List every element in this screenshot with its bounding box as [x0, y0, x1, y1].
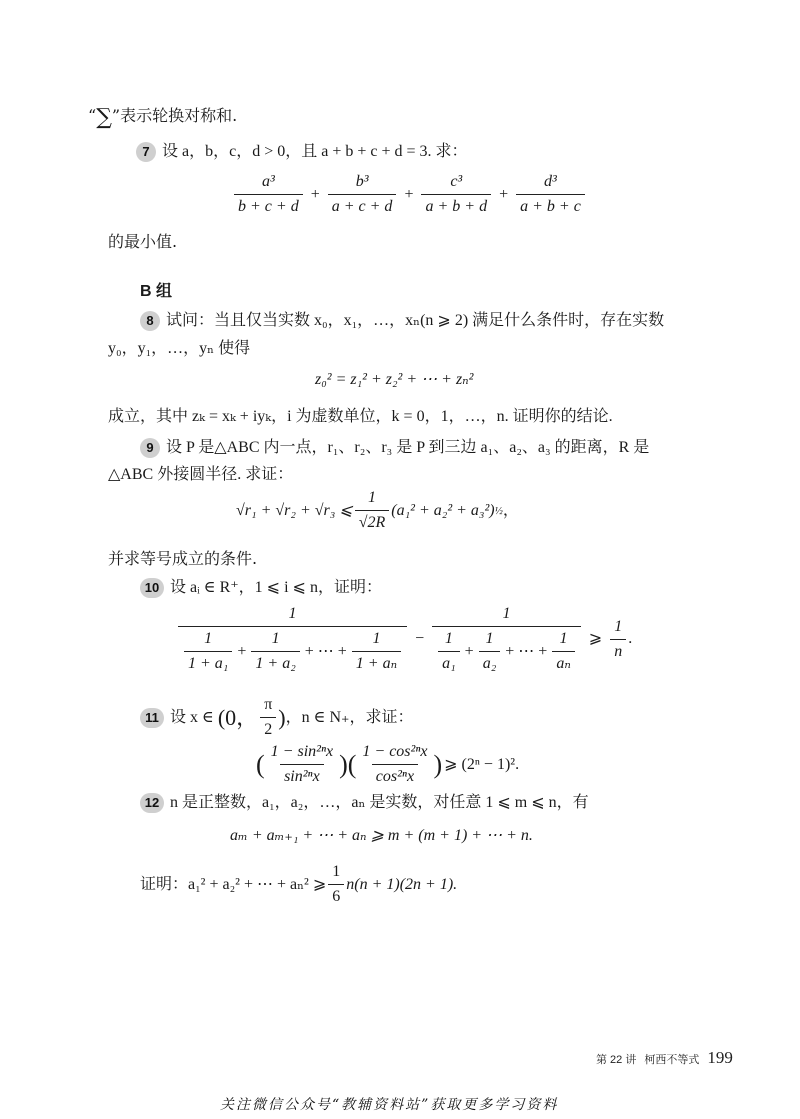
- problem-9-line1: 9 设 P 是△ABC 内一点，r₁、r₂、r₃ 是 P 到三边 a₁、a₂、a₃ 的距离，R 是: [140, 437, 649, 458]
- fraction-one-over-root-2r: $\frac{1}{√2R}$: [355, 488, 390, 533]
- problem-8-line2: y₀，y₁，…，yₙ 使得: [108, 340, 251, 357]
- problem-number-10: 10: [140, 578, 164, 598]
- fraction-a: $\frac{\text{a³}}{b + c + d}$: [234, 172, 303, 217]
- problem-11-formula: ( $\frac{\text{1 − sin²ⁿx}}{\text{sin²ⁿx}}$ )( $\frac{\text{1 − cos²ⁿx}}{\text{cos²ⁿx}}$ ) ⩾ (2ⁿ − 1)².: [256, 743, 520, 785]
- problem-8-line3: 成立，其中 zₖ = xₖ + iyₖ，i 为虚数单位，k = 0，1，…，n. 证明你的结论.: [108, 408, 613, 425]
- problem-number-12: 12: [140, 793, 164, 813]
- rhs-fraction: $\frac{1}{n}$: [610, 617, 626, 662]
- bottom-banner: 关注微信公众号“教辅资料站”获取更多学习资料: [220, 1097, 559, 1113]
- quote-close: ”: [111, 106, 121, 125]
- problem-number-8: 8: [140, 311, 160, 331]
- problem-12-line1: 12 n 是正整数，a₁，a₂，…，aₙ 是实数，对任意 1 ⩽ m ⩽ n，有: [140, 792, 589, 813]
- problem-9-tail: 并求等号成立的条件.: [108, 549, 258, 568]
- intro-line: [88, 106, 237, 128]
- intro-text: 表示轮换对称和.: [120, 106, 238, 125]
- problem-10-statement: 10 设 aᵢ ∈ R⁺，1 ⩽ i ⩽ n，证明：: [140, 577, 382, 598]
- problem-11-statement: 11 设 x ∈ (0， $\frac{\pi}{2}$ ) ，n ∈ N₊，求证：: [140, 695, 413, 740]
- formula-lhs: √r₁ + √r₂ + √r₃ ⩽: [236, 501, 353, 519]
- fraction-b: $\frac{\text{b³}}{a + c + d}$: [328, 172, 397, 217]
- page-number: 199: [707, 1048, 733, 1067]
- problem-number-7: 7: [136, 142, 156, 162]
- problem-8-formula: z₀² = z₁² + z₂² + ⋯ + zₙ²: [315, 371, 474, 388]
- problem-7-formula: $\frac{\text{a³}}{b + c + d}$ + $\frac{\text{b³}}{a + c + d}$ + $\frac{\text{c³}}{a + b + d}$ + $\frac{\text{d³}}{a + b + c}$: [232, 172, 587, 217]
- problem-number-11: 11: [140, 708, 164, 728]
- quote-open: “: [88, 106, 97, 125]
- problem-10-formula: 1 $\frac{1}{\text{1 + a₁}}$ + $\frac{1}{\text{1 + a₂}}$ + ⋯ + $\frac{1}{\text{1 + aₙ}}$ − 1 $\frac{1}{\text{a₁}}$ + $\frac{1}{\text{a₂}}$ + ⋯ + $\frac{1}{\text{aₙ}}$ ⩾ $\frac{1}{n}$ .: [176, 604, 632, 674]
- chapter-title: 柯西不等式: [644, 1054, 700, 1066]
- fraction-d: $\frac{\text{d³}}{a + b + c}$: [516, 172, 585, 217]
- problem-7-tail: 的最小值.: [108, 232, 178, 251]
- big-fraction-1: 1 $\frac{1}{\text{1 + a₁}}$ + $\frac{1}{\text{1 + a₂}}$ + ⋯ + $\frac{1}{\text{1 + aₙ}}$: [178, 604, 407, 674]
- problem-number-9: 9: [140, 438, 160, 458]
- fraction-c: $\frac{\text{c³}}{a + b + d}$: [421, 172, 491, 217]
- sigma-symbol: ∑: [96, 105, 112, 130]
- fraction-sin: $\frac{\text{1 − sin²ⁿx}}{\text{sin²ⁿx}}$: [270, 743, 334, 785]
- big-fraction-2: 1 $\frac{1}{\text{a₁}}$ + $\frac{1}{\text{a₂}}$ + ⋯ + $\frac{1}{\text{aₙ}}$: [432, 604, 581, 674]
- formula-rhs: (a₁² + a₂² + a₃²): [391, 501, 495, 519]
- problem-9-formula: √r₁ + √r₂ + √r₃ ⩽ $\frac{1}{√2R}$ (a₁² + a₂² + a₃²) ½ ，: [236, 489, 519, 531]
- problem-9-line2: △ABC 外接圆半径. 求证：: [108, 466, 294, 483]
- section-title: B 组: [140, 283, 173, 300]
- problem-8-line1: 8 试问：当且仅当实数 x₀，x₁，…，xₙ(n ⩾ 2) 满足什么条件时，存在实数: [140, 310, 664, 331]
- fraction-cos: $\frac{\text{1 − cos²ⁿx}}{\text{cos²ⁿx}}$: [362, 743, 428, 785]
- problem-7-statement: 7 设 a，b，c，d > 0，且 a + b + c + d = 3. 求：: [136, 141, 468, 162]
- problem-12-proof: 证明：a₁² + a₂² + ⋯ + aₙ² ⩾ $\frac{1}{6}$ n(n + 1)(2n + 1).: [140, 863, 458, 905]
- problem-12-formula: aₘ + aₘ₊₁ + ⋯ + aₙ ⩾ m + (m + 1) + ⋯ + n.: [230, 827, 533, 844]
- chapter-label: 第 22 讲: [596, 1054, 637, 1066]
- page-footer: [596, 1048, 733, 1068]
